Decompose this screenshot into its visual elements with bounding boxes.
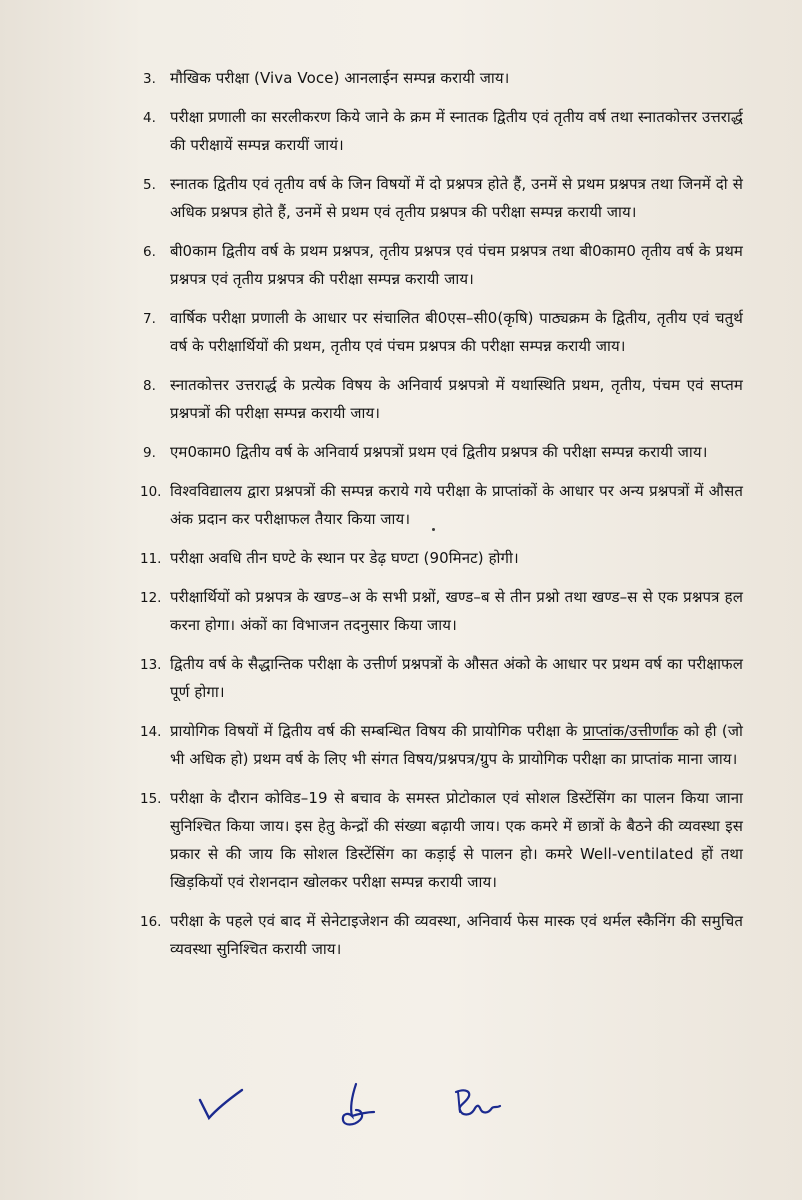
item-number: 12. — [140, 590, 162, 606]
item-number: 16. — [140, 914, 162, 930]
instruction-list — [140, 64, 743, 974]
list-item — [140, 544, 743, 572]
item-number: 8. — [143, 378, 156, 394]
list-item — [140, 477, 743, 533]
list-item — [140, 583, 743, 639]
list-item — [143, 237, 743, 293]
item-text: परीक्षार्थियों को प्रश्नपत्र के खण्ड–अ के सभी प्रश्नों, खण्ड–ब से तीन प्रश्नो तथा खण्ड–स से एक प्रश्नपत्र हल करना होगा। अंकों का विभाजन तदनुसार किया जाय। — [170, 588, 743, 634]
item-text: वार्षिक परीक्षा प्रणाली के आधार पर संचालित बी0एस–सी0(कृषि) पाठ्यक्रम के द्वितीय, तृतीय एवं चतुर्थ वर्ष के परीक्षार्थियों की प्रथम, तृतीय एवं पंचम प्रश्नपत्र की परीक्षा सम्पन्न करायी जाय। — [170, 309, 743, 355]
item-number: 4. — [143, 110, 156, 126]
item-number: 3. — [143, 71, 156, 87]
item-number: 7. — [143, 311, 156, 327]
list-item — [143, 304, 743, 360]
item-text: द्वितीय वर्ष के सैद्धान्तिक परीक्षा के उत्तीर्ण प्रश्नपत्रों के औसत अंको के आधार पर प्रथम वर्ष का परीक्षाफल पूर्ण होगा। — [170, 655, 743, 701]
list-item — [140, 650, 743, 706]
list-item — [143, 170, 743, 226]
list-item — [143, 64, 743, 92]
ink-speck — [432, 528, 435, 531]
item-text: विश्वविद्यालय द्वारा प्रश्नपत्रों की सम्पन्न कराये गये परीक्षा के प्राप्तांकों के आधार पर अन्य प्रश्नपत्रों में औसत अंक प्रदान कर परीक्षाफल तैयार किया जाय। — [170, 482, 743, 528]
item-text: मौखिक परीक्षा (Viva Voce) आनलाईन सम्पन्न करायी जाय। — [170, 69, 510, 87]
item-text-part: प्रायोगिक विषयों में द्वितीय वर्ष की सम्बन्धित विषय की प्रायोगिक परीक्षा के — [170, 722, 583, 740]
item-number: 13. — [140, 657, 162, 673]
initials-signature — [334, 1082, 380, 1132]
item-text-part: को ही (जो भी अधिक हो) प्रथम वर्ष के लिए भी संगत विषय/प्रश्नपत्र/ग्रुप के प्रायोगिक परीक्षा का प्राप्तांक माना जाय। — [170, 722, 743, 768]
item-text: स्नातक द्वितीय एवं तृतीय वर्ष के जिन विषयों में दो प्रश्नपत्र होते हैं, उनमें से प्रथम प्रश्नपत्र तथा जिनमें दो से अधिक प्रश्नपत्र होते हैं, उनमें से प्रथम एवं तृतीय प्रश्नपत्र की परीक्षा सम्पन्न करायी जाय। — [170, 175, 743, 221]
initials-signature — [450, 1082, 504, 1132]
item-text — [170, 717, 743, 773]
list-item — [140, 784, 743, 896]
underlined-term: प्राप्तांक/उत्तीर्णांक — [582, 722, 679, 740]
item-text: परीक्षा के दौरान कोविड–19 से बचाव के समस्त प्रोटोकाल एवं सोशल डिस्टेंसिंग का पालन किया जाना सुनिश्चित किया जाय। इस हेतु केन्द्रों की संख्या बढ़ायी जाय। एक कमरे में छात्रों के बैठने की व्यवस्था इस प्रकार से की जाय कि सोशल डिस्टेंसिंग का कड़ाई से पालन हो। कमरे Well-ventilated हों तथा खिड़कियों एवं रोशनदान खोलकर परीक्षा सम्पन्न करायी जाय। — [170, 789, 743, 891]
item-text: एम0काम0 द्वितीय वर्ष के अनिवार्य प्रश्नपत्रों प्रथम एवं द्वितीय प्रश्नपत्र की परीक्षा सम्पन्न करायी जाय। — [170, 443, 708, 461]
item-text: स्नातकोत्तर उत्तरार्द्ध के प्रत्येक विषय के अनिवार्य प्रश्नपत्रो में यथास्थिति प्रथम, तृतीय, पंचम एवं सप्तम प्रश्नपत्रों की परीक्षा सम्पन्न करायी जाय। — [170, 376, 743, 422]
item-text: परीक्षा अवधि तीन घण्टे के स्थान पर डेढ़ घण्टा (90मिनट) होगी। — [170, 549, 519, 567]
item-number: 15. — [140, 791, 162, 807]
tick-mark-signature — [196, 1082, 246, 1132]
item-text: परीक्षा के पहले एवं बाद में सेनेटाइजेशन की व्यवस्था, अनिवार्य फेस मास्क एवं थर्मल स्कैनिंग की समुचित व्यवस्था सुनिश्चित करायी जाय। — [170, 912, 743, 958]
item-number: 11. — [140, 551, 162, 567]
list-item — [143, 371, 743, 427]
item-number: 6. — [143, 244, 156, 260]
item-text: बी0काम द्वितीय वर्ष के प्रथम प्रश्नपत्र, तृतीय प्रश्नपत्र एवं पंचम प्रश्नपत्र तथा बी0काम0 तृतीय वर्ष के प्रथम प्रश्नपत्र एवं तृतीय प्रश्नपत्र की परीक्षा सम्पन्न करायी जाय। — [170, 242, 743, 288]
list-item — [143, 438, 743, 466]
item-number: 9. — [143, 445, 156, 461]
list-item — [140, 717, 743, 773]
item-text: परीक्षा प्रणाली का सरलीकरण किये जाने के क्रम में स्नातक द्वितीय एवं तृतीय वर्ष तथा स्नातकोत्तर उत्तरार्द्ध की परीक्षायें सम्पन्न करायीं जायं। — [170, 108, 743, 154]
item-number: 14. — [140, 724, 162, 740]
list-item — [140, 907, 743, 963]
item-number: 5. — [143, 177, 156, 193]
list-item — [143, 103, 743, 159]
item-number: 10. — [140, 484, 162, 500]
